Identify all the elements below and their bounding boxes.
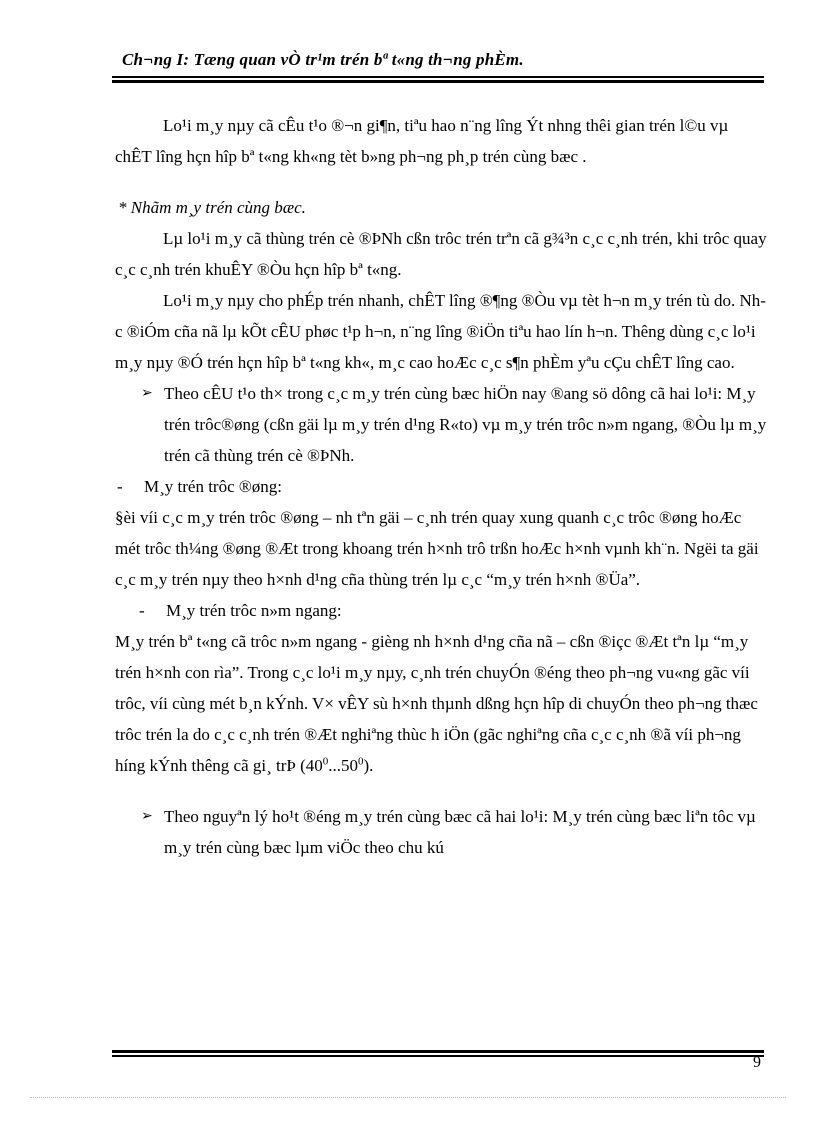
arrow-bullet-icon: ➢: [141, 386, 153, 401]
body-text: [115, 110, 767, 863]
header-rule-thin: [112, 76, 764, 78]
dash-item: [139, 595, 767, 626]
dash-text: M¸y trén trôc n»m ngang:: [166, 601, 342, 620]
footer-rule-thick: [112, 1050, 764, 1053]
bullet-item: [141, 378, 767, 471]
paragraph: Lo¹i m¸y nµy cã cÊu t¹o ®¬n gi¶n, tiªu hao n¨ng lîng Ýt nhng thêi gian trén l©u vµ chÊT lîng hçn hîp bª t«ng kh«ng tèt b»ng ph¬ng ph¸p trén cùng bæc .: [115, 116, 729, 166]
page-number: 9: [753, 1054, 761, 1071]
page-header-title: Ch¬ng I: Tæng quan vÒ tr¹m trén bª t«ng th¬ng phÈm.: [122, 50, 524, 69]
dash-item: [117, 471, 767, 502]
paragraph: [115, 626, 767, 781]
paragraph-text: ...50: [328, 756, 358, 775]
bullet-item: [141, 801, 767, 863]
bullet-text: Theo cÊU t¹o th× trong c¸c m¸y trén cùng bæc hiÖn nay ®ang sö dông cã hai lo¹i: M¸y trén trôc®øng (cßn gäi lµ m¸y trén d¹ng R«to) vµ m¸y trén trôc n»m ngang, ®Òu lµ m¸y trén cã thùng trén cè ®ÞNh.: [164, 384, 767, 465]
dash-marker: -: [139, 601, 145, 620]
paragraph-text: M¸y trén bª t«ng cã trôc n»m ngang - gièng nh h×nh d¹ng cña nã – cßn ®içc ®Æt tªn lµ “m¸y trén h×nh con rìa”. Trong c¸c lo¹i m¸y nµy, c¸nh trén chuyÓn ®éng theo ph¬ng vu«ng gãc víi trôc, víi cùng mét b¸n kÝnh. V× vÊY sù h×nh thµnh dßng hçn hîp di chuyÓn theo ph¬ng thæc trôc trén la do c¸c c¸nh trén ®Æt nghiªng thùc h iÖn (gãc nghiªng cña c¸c c¸nh ®ã víi ph¬ng híng kÝnh thêng cã gi¸ trÞ (40: [115, 632, 758, 775]
page-boundary-dotted-line: [30, 1097, 786, 1098]
paragraph: Lµ lo¹i m¸y cã thùng trén cè ®ÞNh cßn trôc trén trªn cã g¾³n c¸c c¸nh trén, khi trôc quay c¸c c¸nh trén khuÊY ®Òu hçn hîp bª t«ng.: [115, 229, 767, 279]
footer-rule-thin: [112, 1055, 764, 1057]
paragraph: §èi víi c¸c m¸y trén trôc ®øng – nh tªn gäi – c¸nh trén quay xung quanh c¸c trôc ®øng hoÆc mét trôc th¼ng ®øng ®Æt trong khoang trén h×nh trô trßn hoÆc h×nh vµnh kh¨n. Ngëi ta gäi c¸c m¸y trén nµy theo h×nh d¹ng cña thùng trén lµ c¸c “m¸y trén h×nh ®Üa”.: [115, 508, 759, 589]
superscript: 0: [322, 755, 329, 768]
arrow-bullet-icon: ➢: [141, 809, 153, 824]
superscript: 0: [358, 755, 364, 768]
paragraph-text: ).: [363, 756, 374, 775]
paragraph: Lo¹i m¸y nµy cho phÉp trén nhanh, chÊT lîng ®¶ng ®Òu vµ tèt h¬n m¸y trén tù do. Nhc ®iÓm cña nã lµ kÕt cÊU phøc t¹p h¬n, n¨ng lîng ®iÖn tiªu hao lín h¬n. Thêng dùng c¸c lo¹i m¸y nµy ®Ó trén hçn hîp bª t«ng kh«, m¸c cao hoÆc c¸c s¶n phÈm yªu cÇu chÊT lîng cao.: [115, 291, 766, 372]
dash-text: M¸y trén trôc ®øng:: [144, 477, 283, 496]
header-rule-thick: [112, 80, 764, 83]
dash-marker: -: [117, 477, 123, 496]
section-heading: * Nhãm m¸y trén cùng bæc.: [118, 198, 306, 217]
bullet-text: Theo nguyªn lý ho¹t ®éng m¸y trén cùng bæc cã hai lo¹i: M¸y trén cùng bæc liªn tôc vµ m¸y trén cùng bæc lµm viÖc theo chu kú: [164, 807, 756, 857]
